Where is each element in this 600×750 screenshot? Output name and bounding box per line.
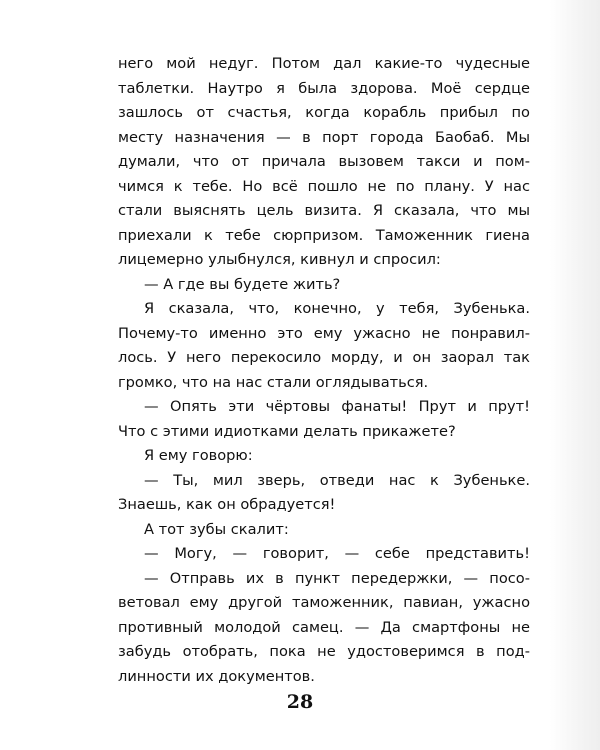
text-line: Знаешь, как он обрадуется! [118,496,336,513]
text-line: думали, что от причала вызовем такси и пом- [118,153,530,170]
text-line: зашлось от счастья, когда корабль прибыл по [118,104,530,121]
text-line: Я ему говорю: [144,447,253,464]
text-line: Почему-то именно это ему ужасно не понравил- [118,324,530,342]
text-line: месту назначения — в порт города Баобаб. Мы [118,128,530,146]
text-line: А тот зубы скалит: [144,520,289,538]
page-edge-shadow [550,0,600,750]
text-line: — А где вы будете жить? [144,275,341,293]
text-line: Я сказала, что, конечно, у тебя, Зубенька. [144,300,530,317]
text-line: противный молодой самец. — Да смартфоны не [118,618,530,636]
text-line: линности их документов. [118,667,315,685]
text-line: чимся к тебе. Но всё пошло не по плану. У нас [118,177,530,195]
text-line: стали выяснять цель визита. Я сказала, что мы [118,202,530,219]
text-line: Что с этими идиотками делать прикажете? [118,422,456,440]
text-line: громко, что на нас стали оглядываться. [118,373,429,391]
text-line: — Могу, — говорит, — себе представить! [144,545,530,562]
text-line: лицемерно улыбнулся, кивнул и спросил: [118,251,441,268]
text-line: — Опять эти чёртовы фанаты! Прут и прут! [144,398,530,415]
body-text [118,52,530,689]
text-line: — Отправь их в пункт передержки, — посо- [144,569,530,587]
text-line: него мой недуг. Потом дал какие-то чудесные [118,55,530,72]
text-line: — Ты, мил зверь, отведи нас к Зубеньке. [144,471,530,489]
text-line: лось. У него перекосило морду, и он заорал так [118,349,530,366]
page-number: 28 [286,691,314,713]
text-line: ветовал ему другой таможенник, павиан, ужасно [118,594,530,611]
text-line: таблетки. Наутро я была здорова. Моё сердце [118,79,530,97]
text-line: приехали к тебе сюрпризом. Таможенник гиена [118,226,530,244]
text-line: забудь отобрать, пока не удостоверимся в под- [118,643,530,660]
